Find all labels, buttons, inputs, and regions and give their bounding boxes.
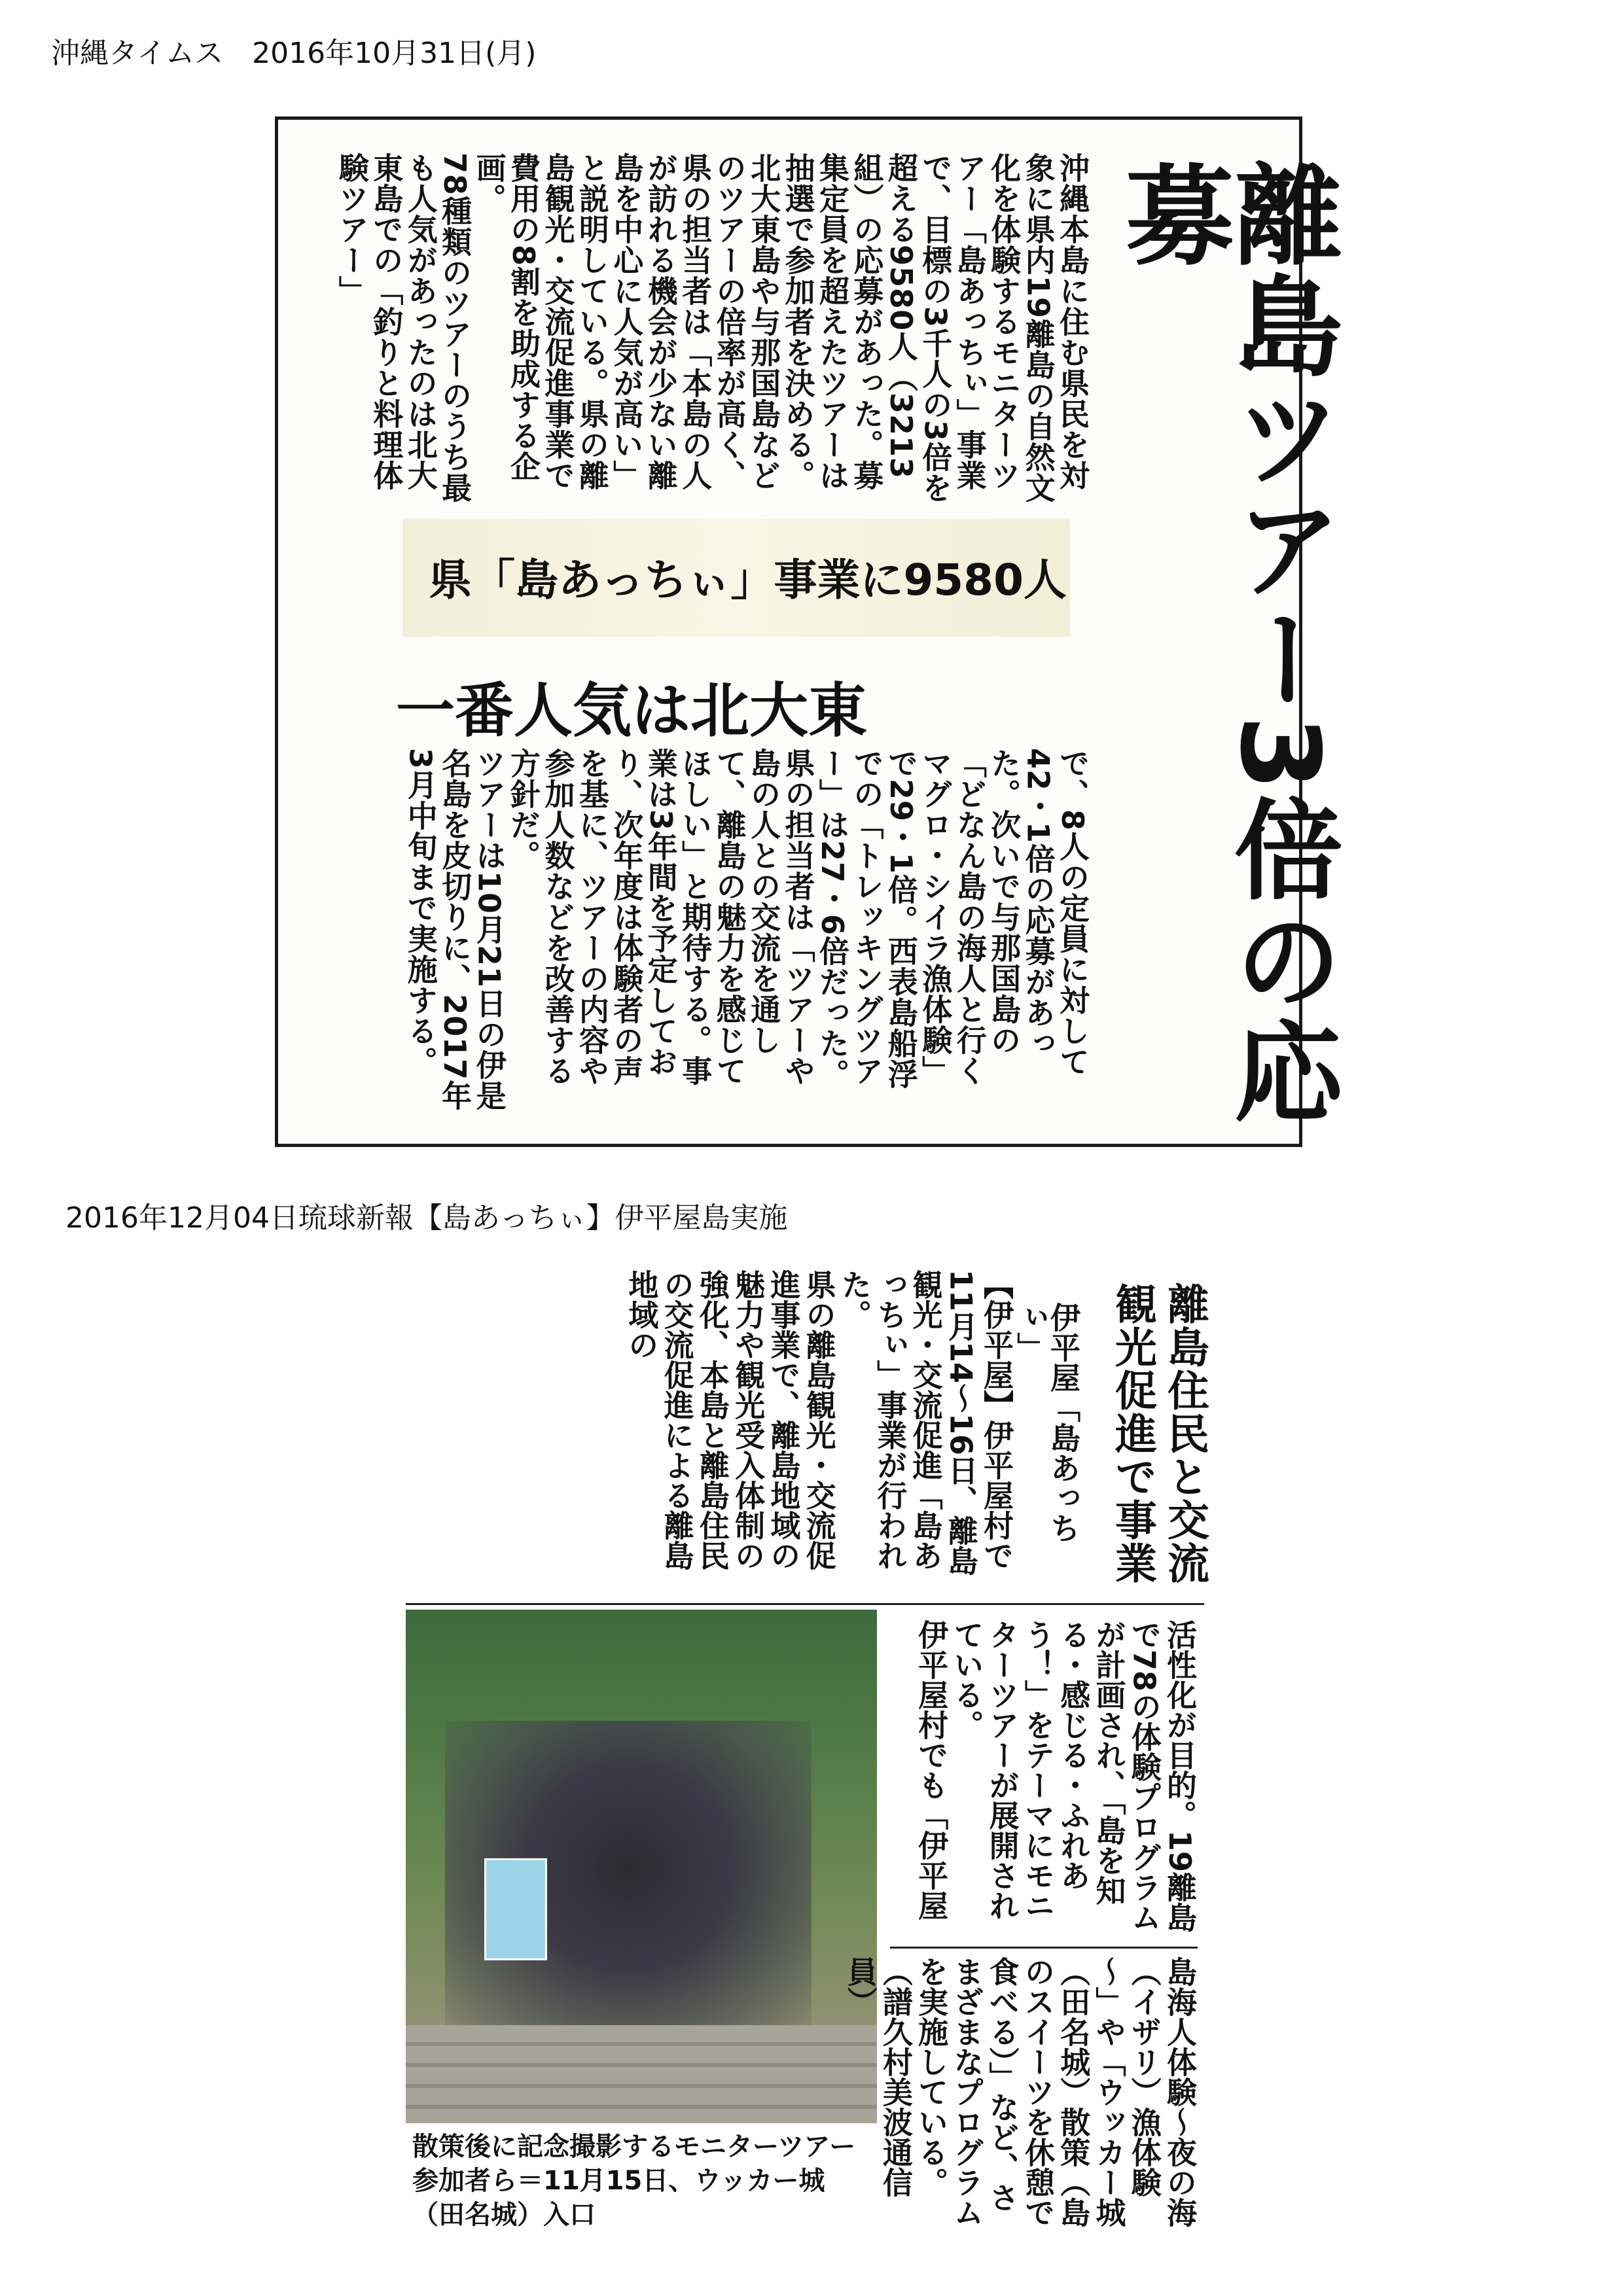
article1-paragraph: 78種類のツアーのうち最も人気があったのは北大東島での「釣りと料理体験ツアー」 <box>334 152 473 504</box>
photo-caption: 散策後に記念撮影するモニターツアー参加者ら＝11月15日、ウッカー城（田名城）入口 <box>412 2132 856 2230</box>
article2-paragraph: 伊平屋村でも「伊平屋 <box>914 1619 950 1920</box>
article2-body-right <box>897 1619 1198 1947</box>
article1-headline: 離島ツアー3倍の応募 <box>1107 159 1342 1127</box>
article2-headline: 離島住民と交流 観光促進で事業 <box>1108 1282 1209 1585</box>
header-okinawa-times: 沖縄タイムス 2016年10月31日(月) <box>51 37 537 70</box>
article-okinawa-times <box>275 116 1342 1147</box>
article1-subhead: 県「島あっちぃ」事業に9580人 <box>429 555 1067 605</box>
article2-body-bottom <box>842 1956 1198 2231</box>
article1-paragraph: 沖縄本島に住む県民を対象に県内19離島の自然文化を体験するモニターツアー「島あっちぃ」事業で、目標の3千人の3倍を超える9580人（3213組）の応募があった。募集定員を超えたツアーは抽選で参加者を決める。北大東島や与那国島などのツアーの倍率が高く、県の担当者は「本島の人が訪れる機会が少ない離島を中心に人気が高い」と説明している。県の離島観光・交流促進事業で費用の8割を助成する企画。 <box>471 152 1090 504</box>
article1-subhead2: 一番人気は北大東 <box>396 676 867 745</box>
header-ryukyu-shimpo: 2016年12月04日琉球新報【島あっちぃ】伊平屋島実施 <box>65 1201 788 1235</box>
article1-body-bottom <box>330 748 1090 1114</box>
article2-paragraph: 【伊平屋】伊平屋村で11月14～16日、離島観光・交流促進「島あっちぃ」事業が行われた。 <box>836 1269 1014 1576</box>
article2-paragraph: 島海人体験～夜の海（イザリ）漁体験～」や「ウッカー城（田名城）散策（島のスイーツを休憩で食べる）」など、さまざまなプログラムを実施している。（譜久村美波通信員） <box>842 1956 1198 2227</box>
article1-body-top <box>330 152 1090 506</box>
article1-paragraph: 県の担当者は「ツアーや島の人との交流を通して、離島の魅力を感じてほしい」と期待する。事業は3年間を予定しており、次年度は体験者の声を基に、ツアーの内容や参加人数などを改善する方針だ。 <box>506 748 816 1086</box>
article2-paragraph: 活性化が目的。19離島で78の体験プログラムが計画され、「島を知る・感じる・ふれあう！」をテーマにモニターツアーが展開されている。 <box>949 1619 1198 1933</box>
article1-paragraph: で、8人の定員に対して42・1倍の応募があった。次いで与那国島の「どなん島の海人と行くマグロ・シイラ漁体験」で29・1倍。西表島船浮での「トレッキングツアー」は27・6倍だった。 <box>814 748 1090 1090</box>
article-ryukyu-shimpo <box>393 1256 1211 2290</box>
article1-paragraph: ツアーは10月21日の伊是名島を皮切りに、2017年3月中旬まで実施する。 <box>402 748 507 1112</box>
photo-stairs <box>406 2025 877 2123</box>
article2-divider <box>890 1947 1198 1949</box>
article2-subhead: 伊平屋「島あっちぃ」 <box>1012 1302 1081 1543</box>
article2-body-top <box>556 1269 1014 1597</box>
article2-paragraph: 県の離島観光・交流促進事業で、離島地域の魅力や観光受入体制の強化、本島と離島住民の交流促進による離島地域の <box>624 1269 837 1570</box>
group-photo <box>406 1610 877 2123</box>
article2-divider <box>406 1603 1204 1605</box>
photo-sign <box>484 1858 547 1960</box>
